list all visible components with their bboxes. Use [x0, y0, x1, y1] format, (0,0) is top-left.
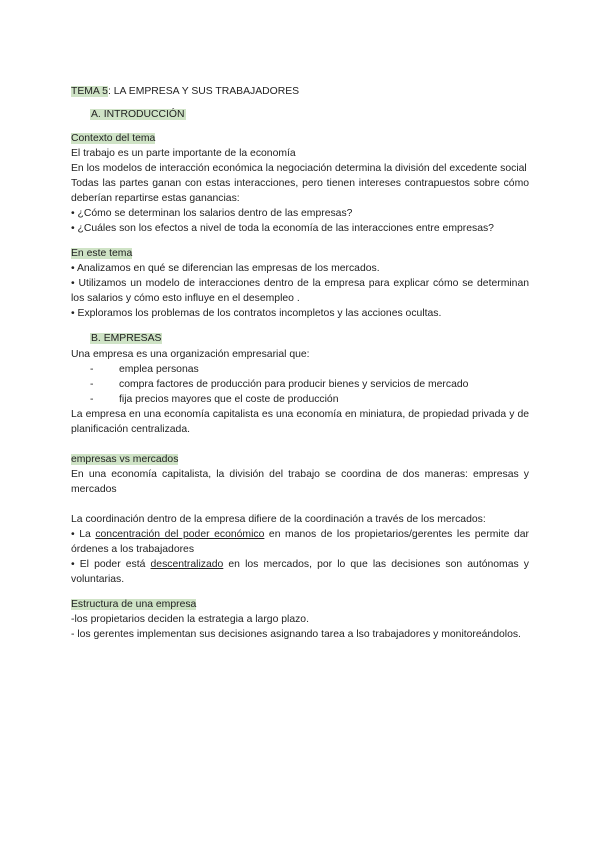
coordinacion-paragraph: La coordinación dentro de la empresa difiere de la coordinación a través de los mercados:	[71, 514, 486, 525]
empresa-list	[71, 362, 529, 407]
spacer	[71, 587, 529, 597]
list-item: - fija precios mayores que el coste de producción	[90, 392, 529, 407]
list-item: - compra factores de producción para producir bienes y servicios de mercado	[90, 377, 529, 392]
bullet-prefix: • La	[71, 529, 96, 540]
bullet-prefix: • El poder está	[71, 559, 151, 570]
document-page	[71, 84, 529, 642]
section-b-heading	[71, 331, 529, 346]
title-rest: : LA EMPRESA Y SUS TRABAJADORES	[107, 86, 300, 97]
section-a-heading-text: A. INTRODUCCIÓN	[91, 109, 185, 120]
tema-bullet: • Exploramos los problemas de los contratos incompletos y las acciones ocultas.	[71, 308, 442, 319]
estructura-heading	[71, 597, 529, 612]
tema-bullet: • Utilizamos un modelo de interacciones dentro de la empresa para explicar cómo se determinan los salarios y cómo esto influye en el desempleo .	[71, 278, 529, 304]
spacer	[71, 321, 529, 331]
estructura-line: - los gerentes implementan sus decisiones asignando tarea a lso trabajadores y monitoreándolos.	[71, 629, 521, 640]
empresa-intro: Una empresa es una organización empresarial que:	[71, 349, 310, 360]
list-item: - emplea personas	[90, 362, 529, 377]
document-title	[71, 84, 529, 99]
contexto-line: El trabajo es un parte importante de la economía	[71, 148, 296, 159]
title-highlight: TEMA 5	[71, 86, 108, 97]
contexto-heading	[71, 131, 529, 146]
contexto-bullet: • ¿Cuáles son los efectos a nivel de toda la economía de las interacciones entre empresas?	[71, 223, 494, 234]
vs-paragraph: En una economía capitalista, la división del trabajo se coordina de dos maneras: empresas y mercados	[71, 469, 529, 495]
contexto-heading-text: Contexto del tema	[71, 133, 156, 144]
capitalista-paragraph: La empresa en una economía capitalista es una economía en miniatura, de propiedad privada y de planificación centralizada.	[71, 409, 529, 435]
tema-bullet: • Analizamos en qué se diferencian las empresas de los mercados.	[71, 263, 380, 274]
bullet-suffix: en manos de los propietarios/gerentes les permite dar órdenes a los trabajadores	[71, 529, 529, 555]
section-b-heading-text: B. EMPRESAS	[91, 333, 162, 344]
spacer	[71, 236, 529, 246]
bullet-suffix: en los mercados, por lo que las decisiones son autónomas y voluntarias.	[71, 559, 529, 585]
coordinacion-bullet	[71, 557, 529, 587]
tema-heading-text: En este tema	[71, 248, 133, 259]
spacer	[71, 437, 529, 452]
section-a-heading	[71, 107, 529, 122]
coordinacion-bullet	[71, 527, 529, 557]
estructura-line: -los propietarios deciden la estrategia a largo plazo.	[71, 614, 309, 625]
contexto-bullet: • ¿Cómo se determinan los salarios dentro de las empresas?	[71, 208, 353, 219]
vs-heading	[71, 452, 529, 467]
estructura-heading-text: Estructura de una empresa	[71, 599, 197, 610]
contexto-line: En los modelos de interacción económica la negociación determina la división del excedente social	[71, 163, 527, 174]
contexto-line: Todas las partes ganan con estas interacciones, pero tienen intereses contrapuestos sobre cómo deberían repartirse estas ganancias:	[71, 178, 529, 204]
underlined-term: concentración del poder económico	[95, 529, 265, 540]
underlined-term: descentralizado	[150, 559, 224, 570]
vs-heading-text: empresas vs mercados	[71, 454, 179, 465]
tema-heading	[71, 246, 529, 261]
spacer	[71, 497, 529, 512]
